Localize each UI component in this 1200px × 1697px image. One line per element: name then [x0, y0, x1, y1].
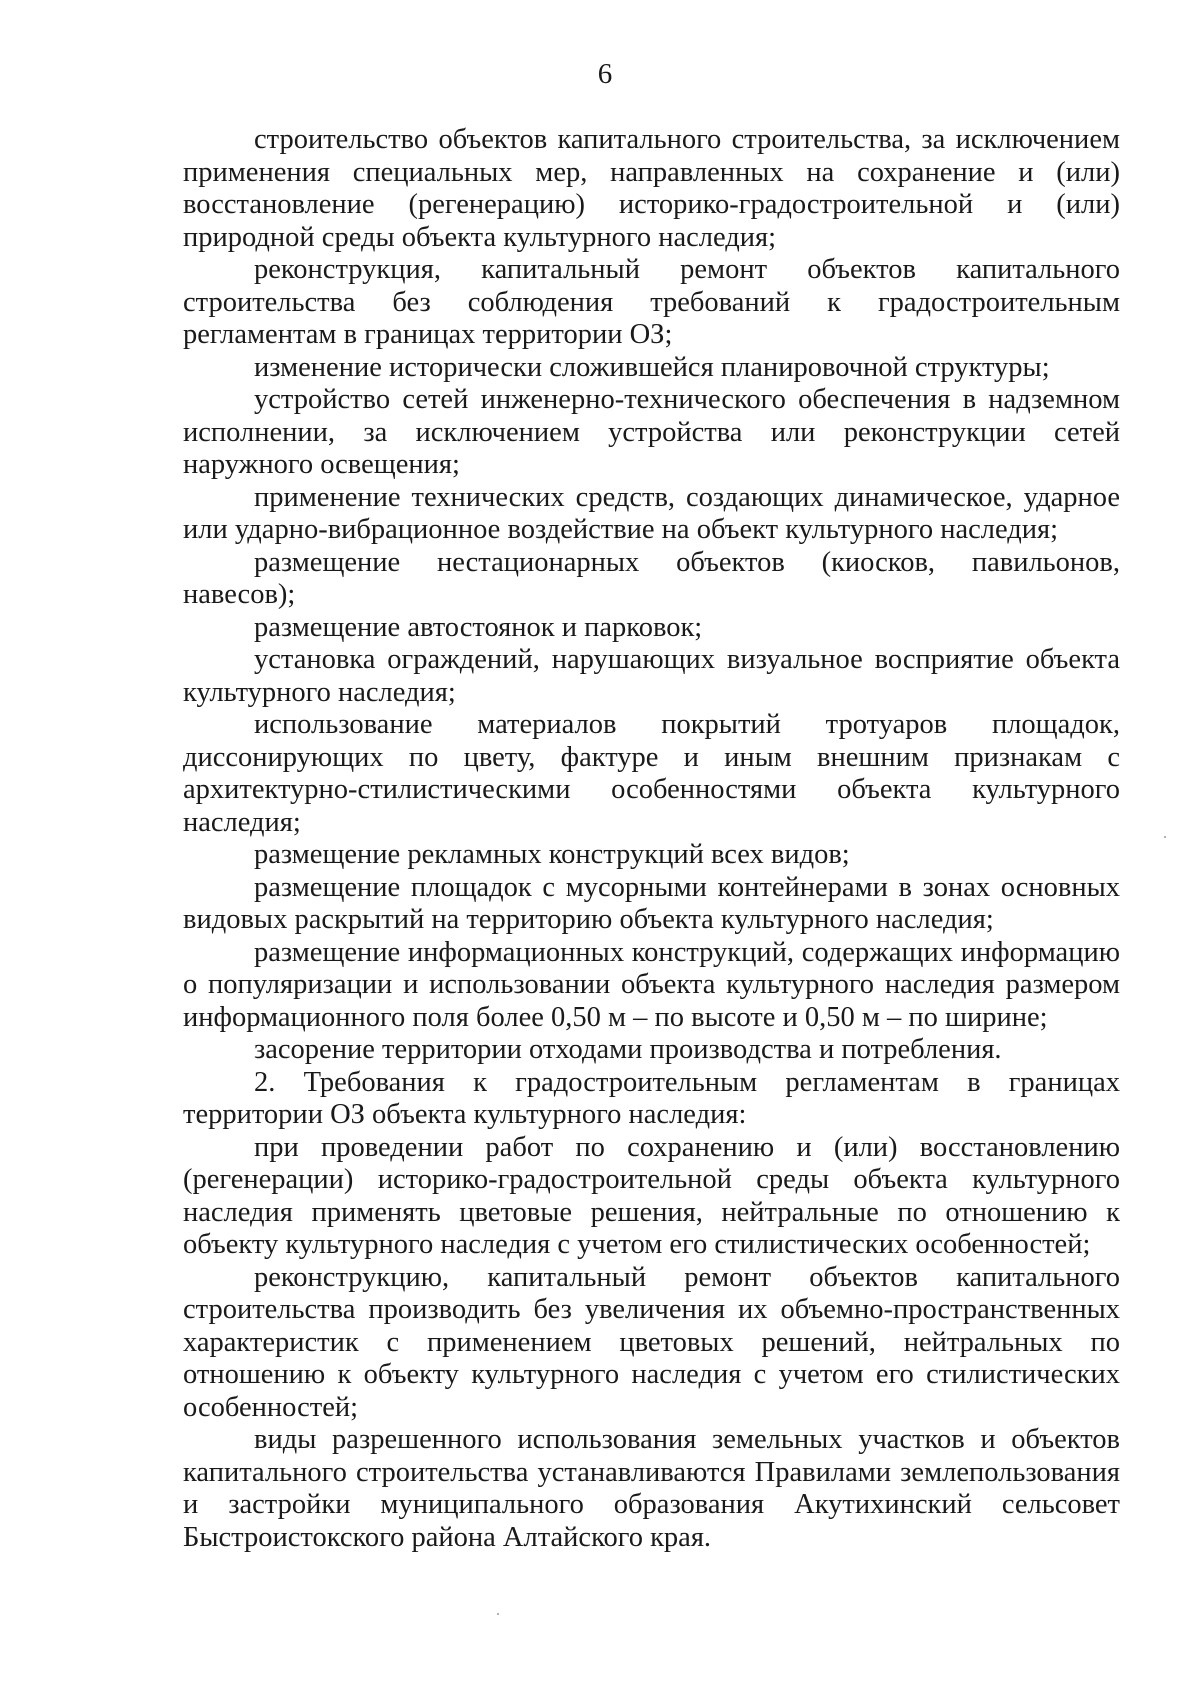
paragraph: размещение площадок с мусорными контейнерами в зонах основных видовых раскрытий на территорию объекта культурного наследия; [183, 871, 1120, 935]
paragraph: размещение рекламных конструкций всех видов; [254, 839, 850, 870]
paragraph: реконструкцию, капитальный ремонт объектов капитального строительства производить без увеличения их объемно-пространственных характеристик с применением цветовых решений, нейтральных по отношению к объекту культурного наследия с учетом его стилистических особенностей; [183, 1261, 1120, 1423]
paragraph: изменение исторически сложившейся планировочной структуры; [254, 351, 1050, 383]
paragraph: виды разрешенного использования земельных участков и объектов капитального строительства устанавливаются Правилами землепользования и застройки муниципального образования Акутихинский сельсовет Быстроистокского района Алтайского края. [183, 1424, 1120, 1553]
paragraph: размещение информационных конструкций, содержащих информацию о популяризации и использовании объекта культурного наследия размером информационного поля более 0,50 м – по высоте и 0,50 м – по ширине; [183, 936, 1120, 1033]
paragraph: строительство объектов капитального строительства, за исключением применения специальных мер, направленных на сохранение и (или) восстановление (регенерацию) историко-градостроительной и (или) природной среды объекта культурного наследия; [183, 124, 1120, 253]
paragraph: устройство сетей инженерно-технического обеспечения в надземном исполнении, за исключением устройства или реконструкции сетей наружного освещения; [183, 384, 1120, 480]
paragraph: размещение нестационарных объектов (киосков, павильонов, навесов); [183, 546, 1120, 610]
page-number: 6 [597, 58, 613, 90]
paragraph: засорение территории отходами производства и потребления. [254, 1034, 1002, 1065]
paragraph: при проведении работ по сохранению и (или) восстановлению (регенерации) историко-градостроительной среды объекта культурного наследия применять цветовые решения, нейтральные по отношению к объекту культурного наследия с учетом его стилистических особенностей; [183, 1131, 1120, 1260]
paragraph: установка ограждений, нарушающих визуальное восприятие объекта культурного наследия; [183, 644, 1120, 708]
paragraph: размещение автостоянок и парковок; [254, 611, 703, 643]
paragraph: использование материалов покрытий тротуаров площадок, диссонирующих по цвету, фактуре и иным внешним признакам с архитектурно-стилистическими особенностями объекта культурного наследия; [183, 709, 1120, 838]
scan-speck [1164, 836, 1166, 838]
document-body [183, 124, 1120, 1554]
scan-speck [497, 1613, 499, 1615]
paragraph: 2. Требования к градостроительным регламентам в границах территории ОЗ объекта культурного наследия: [183, 1066, 1120, 1130]
paragraph: реконструкция, капитальный ремонт объектов капитального строительства без соблюдения требований к градостроительным регламентам в границах территории ОЗ; [183, 254, 1120, 350]
paragraph: применение технических средств, создающих динамическое, ударное или ударно-вибрационное воздействие на объект культурного наследия; [183, 481, 1120, 545]
